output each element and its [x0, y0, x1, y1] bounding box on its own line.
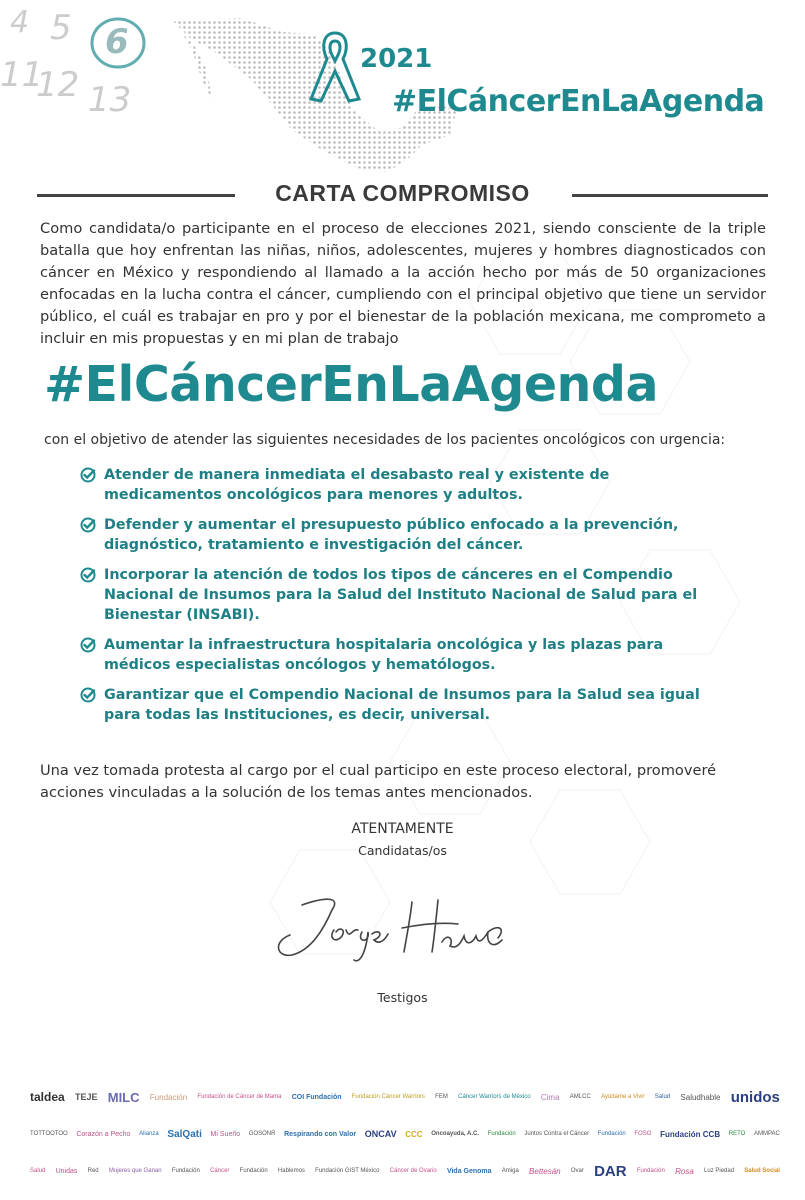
- org-logo: Cima: [540, 1092, 560, 1102]
- calendar-circle-mark: [88, 14, 148, 72]
- list-item: [80, 465, 732, 505]
- org-logo: Red: [87, 1168, 99, 1174]
- org-logo: Amiga: [501, 1168, 519, 1174]
- calendar-number: 11: [0, 55, 44, 95]
- org-logo: Fundación: [636, 1168, 665, 1174]
- check-icon: [80, 517, 96, 533]
- org-logo: Salud: [30, 1168, 46, 1174]
- org-logo: Bettesán: [529, 1166, 561, 1176]
- check-icon: [80, 637, 96, 653]
- org-logo: Fundación: [171, 1168, 200, 1174]
- org-logo: Respirando con Valor: [284, 1130, 357, 1138]
- org-logo: Fundación Cáncer Warriors: [351, 1094, 425, 1100]
- org-logo: DAR: [594, 1162, 627, 1180]
- org-logo: Ayúdame a Vivir: [601, 1094, 645, 1100]
- org-logo: Mujeres que Ganan: [108, 1168, 162, 1174]
- org-logo: Fundación: [239, 1168, 268, 1174]
- org-logo: SalQati: [167, 1128, 202, 1140]
- calendar-number: 5: [50, 8, 72, 48]
- page-title: CARTA COMPROMISO: [275, 180, 530, 206]
- org-logo: Salud Social: [744, 1168, 780, 1174]
- awareness-ribbon-icon: [305, 25, 365, 105]
- org-logo: Fundación: [597, 1131, 626, 1137]
- org-logo: Cáncer: [210, 1168, 230, 1174]
- need-text: Atender de manera inmediata el desabasto real y existente de medicamentos oncológicos para menores y adultos.: [104, 467, 610, 503]
- calendar-number: 12: [36, 65, 80, 105]
- org-logo: Rosa: [675, 1166, 694, 1176]
- org-logo: Luz Piedad: [704, 1168, 735, 1174]
- org-logo: Corazón a Pecho: [76, 1130, 131, 1138]
- org-logo: Fundación: [487, 1131, 516, 1137]
- organization-logos: [30, 1080, 780, 1190]
- org-logo: Juntos Contra el Cáncer: [524, 1131, 590, 1137]
- check-icon: [80, 567, 96, 583]
- org-logo: CCC: [405, 1129, 423, 1139]
- org-logo: Alianza: [139, 1131, 159, 1137]
- org-logo: MILC: [107, 1089, 140, 1105]
- org-logo: Saludhable: [680, 1092, 721, 1102]
- title-divider-right: [572, 194, 768, 197]
- logo-row: [30, 1080, 780, 1114]
- header-hashtag: #ElCáncerEnLaAgenda: [392, 84, 765, 119]
- org-logo: Cáncer Warriors de México: [458, 1094, 531, 1100]
- org-logo: Vida Genoma: [446, 1167, 492, 1175]
- need-text: Defender y aumentar el presupuesto público enfocado a la prevención, diagnóstico, tratamiento e investigación del cáncer.: [104, 517, 679, 553]
- org-logo: Fundación CCB: [660, 1129, 721, 1139]
- calendar-number: 4: [10, 5, 30, 40]
- org-logo: AMLCC: [569, 1094, 591, 1100]
- org-logo: Hablemos: [277, 1168, 305, 1174]
- org-logo: TOTTOOTOO: [30, 1131, 68, 1137]
- calendar-decoration: [0, 0, 180, 140]
- org-logo: Ovar: [570, 1168, 584, 1174]
- org-logo: unidos: [730, 1088, 780, 1106]
- org-logo: ONCAV: [364, 1129, 397, 1139]
- calendar-number: 13: [88, 80, 132, 120]
- org-logo: TEJE: [74, 1092, 98, 1102]
- need-text: Garantizar que el Compendio Nacional de Insumos para la Salud sea igual para todas las Instituciones, es decir, universal.: [104, 687, 700, 723]
- org-logo: Unidas: [55, 1167, 78, 1175]
- sign-off: ATENTAMENTE: [351, 821, 454, 837]
- title-row: [37, 180, 768, 208]
- org-logo: Oncoayuda, A.C.: [431, 1131, 480, 1137]
- check-icon: [80, 467, 96, 483]
- intro-paragraph: Como candidata/o participante en el proceso de elecciones 2021, siendo consciente de la triple batalla que hoy enfrentan las niñas, niños, adolescentes, mujeres y hombres diagnosticados con cáncer en México y respondiendo al llamado a la acción hecho por más de 50 organizaciones enfocadas en la lucha contra el cáncer, cumpliendo con el principal objetivo que tiene un servidor público, el cuál es trabajar en pro y por el bienestar de la población mexicana, me comprometo a incluir en mis propuestas y en mi plan de trabajo: [40, 220, 766, 347]
- list-item: [80, 685, 732, 725]
- org-logo: FEM: [435, 1094, 448, 1100]
- list-item: [80, 565, 732, 625]
- org-logo: FOSO: [634, 1131, 652, 1137]
- needs-list: [80, 465, 732, 735]
- org-logo: COI Fundación: [291, 1093, 342, 1101]
- org-logo: RETO: [728, 1131, 746, 1137]
- list-item: [80, 515, 732, 555]
- list-item: [80, 635, 732, 675]
- org-logo: taldea: [30, 1090, 65, 1104]
- org-logo: Mi Sueño: [210, 1130, 241, 1138]
- year-label: 2021: [360, 44, 433, 74]
- org-logo: GOSONR: [248, 1131, 276, 1137]
- org-logo: Fundación: [149, 1092, 188, 1102]
- witnesses-label: Testigos: [377, 990, 428, 1005]
- logo-row: [30, 1117, 780, 1151]
- logo-row: [30, 1154, 780, 1188]
- check-icon: [80, 687, 96, 703]
- objective-text: con el objetivo de atender las siguientes necesidades de los pacientes oncológicos con urgencia:: [44, 432, 726, 448]
- calendar-number-circled: 6: [105, 22, 129, 62]
- closing-paragraph: Una vez tomada protesta al cargo por el cual participo en este proceso electoral, promoveré acciones vinculadas a la solución de los temas antes mencionados.: [40, 762, 717, 801]
- main-hashtag: #ElCáncerEnLaAgenda: [44, 356, 659, 413]
- signer-role: Candidatas/os: [358, 843, 447, 858]
- org-logo: Fundación GIST México: [315, 1168, 380, 1174]
- need-text: Incorporar la atención de todos los tipos de cánceres en el Compendio Nacional de Insumos para la Salud del Instituto Nacional de Salud para el Bienestar (INSABI).: [104, 567, 698, 623]
- need-text: Aumentar la infraestructura hospitalaria oncológica y las plazas para médicos especialistas oncólogos y hematólogos.: [104, 637, 664, 673]
- org-logo: Cáncer de Ovario: [389, 1168, 437, 1174]
- org-logo: Fundación de Cáncer de Mama: [197, 1094, 282, 1100]
- org-logo: AMMPAC: [753, 1131, 780, 1137]
- handwritten-signature: [262, 880, 532, 970]
- org-logo: Salud: [654, 1094, 671, 1100]
